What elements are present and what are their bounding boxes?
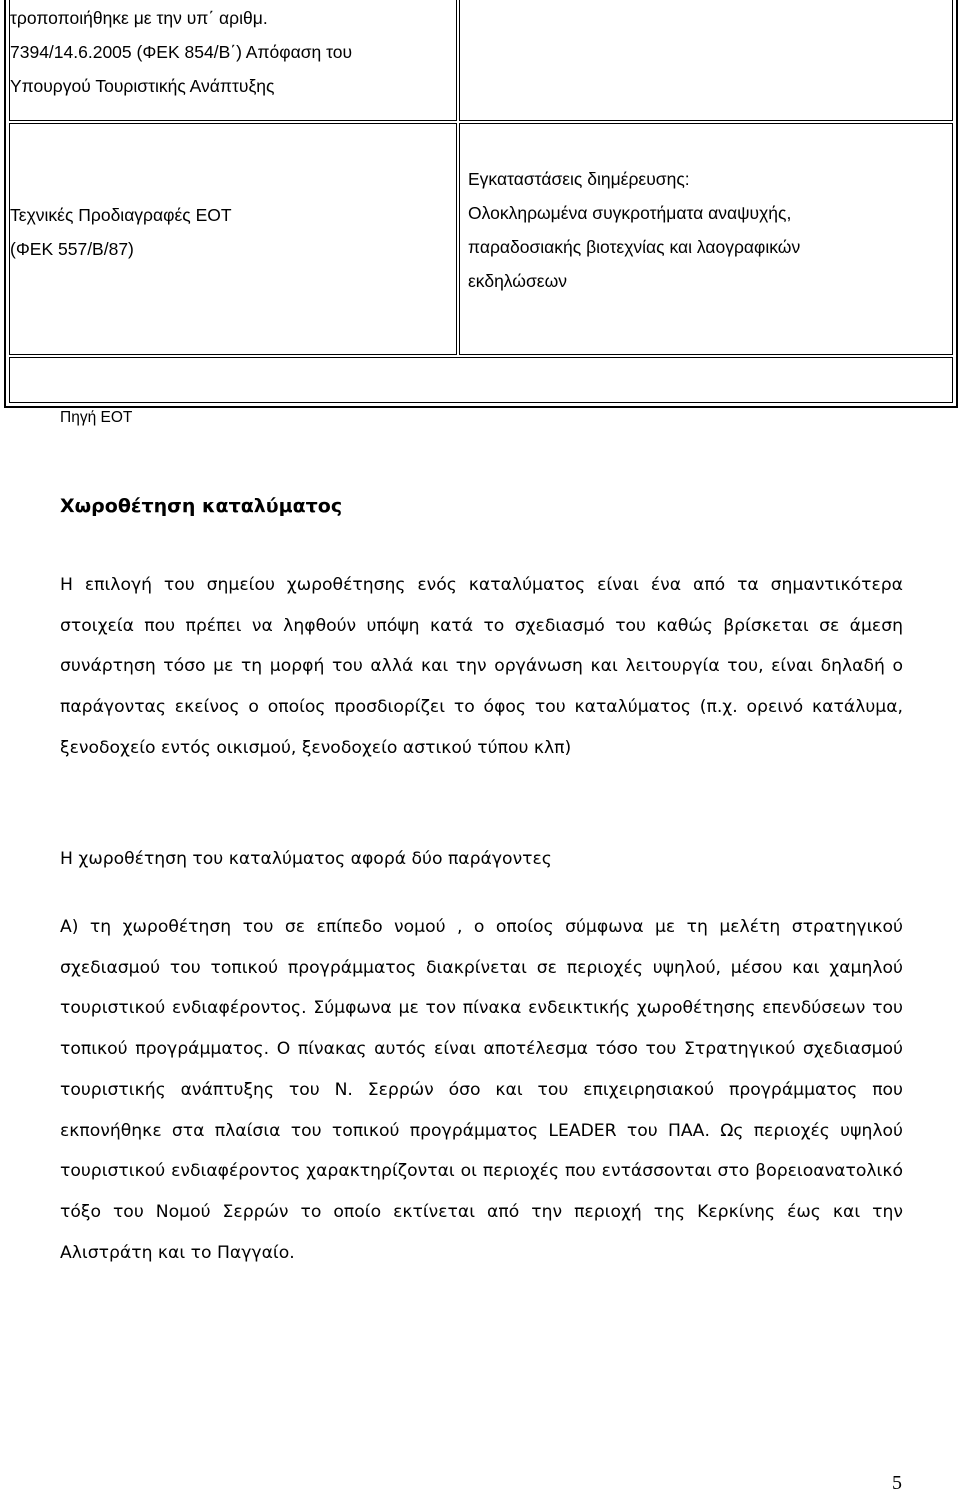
table-cell-r1-left	[6, 0, 460, 124]
cell-line: Υπουργού Τουριστικής Ανάπτυξης	[10, 76, 275, 96]
cell-line: 7394/14.6.2005 (ΦΕΚ 854/Β΄) Απόφαση του	[10, 42, 353, 62]
table-cell-r1-right	[456, 0, 956, 124]
table-cell-text	[10, 1, 352, 103]
cell-line: Εγκαταστάσεις διημέρευσης:	[468, 169, 690, 189]
source-caption: Πηγή ΕΟΤ	[60, 409, 133, 426]
table-cell-text	[468, 162, 800, 298]
cell-line: Ολοκληρωμένα συγκροτήματα αναψυχής,	[468, 203, 792, 223]
cell-line: παραδοσιακής βιοτεχνίας και λαογραφικών	[468, 237, 801, 257]
page-number: 5	[892, 1472, 902, 1494]
paragraph-1: Η επιλογή του σημείου χωροθέτησης ενός καταλύματος είναι ένα από τα σημαντικότερα στοιχεία που πρέπει να ληφθούν υπόψη κατά το σχεδιασμό του καθώς βρίσκεται σε άμεση συνάρτηση τόσο με τη μορφή του αλλά και την οργάνωση και λειτουργία του, είναι δηλαδή ο παράγοντας εκείνος ο οποίος προσδιορίζει το όφος του καταλύματος (π.χ. ορεινό κατάλυμα, ξενοδοχείο εντός οικισμού, ξενοδοχείο αστικού τύπου κλπ)	[60, 575, 903, 758]
table-cell-r2-right	[456, 120, 956, 358]
cell-line: (ΦΕΚ 557/Β/87)	[10, 239, 134, 259]
table-cell-r3	[6, 354, 956, 406]
paragraph-3: Α) τη χωροθέτηση του σε επίπεδο νομού , ο οποίος σύμφωνα με τη μελέτη στρατηγικού σχεδιασμού του τοπικού προγράμματος διακρίνεται σε περιοχές υψηλού, μέσου και χαμηλού τουριστικού ενδιαφέροντος. Σύμφωνα με τον πίνακα ενδεικτικής χωροθέτησης επενδύσεων του τοπικού προγράμματος. Ο πίνακας αυτός είναι αποτέλεσμα τόσο του Στρατηγικού σχεδιασμού τουριστικής ανάπτυξης του Ν. Σερρών όσο και του επιχειρησιακού προγράμματος που εκπονήθηκε στα πλαίσια του τοπικού προγράμματος LEADER του ΠΑΑ. Ως περιοχές υψηλού τουριστικού ενδιαφέροντος χαρακτηρίζονται οι περιοχές που εντάσσονται στο βορειοανατολικό τόξο του Νομού Σερρών το οποίο εκτίνεται από την περιοχή της Κερκίνης έως και την Αλιστράτη και το Παγγαίο.	[60, 917, 903, 1263]
section-title: Χωροθέτηση καταλύματος	[60, 495, 343, 517]
table-cell-text	[10, 198, 232, 266]
criteria-table	[4, 0, 958, 408]
paragraph-2: Η χωροθέτηση του καταλύματος αφορά δύο παράγοντες	[60, 849, 552, 869]
table-cell-r2-left	[6, 120, 460, 358]
cell-line: τροποποιήθηκε με την υπ΄ αριθμ.	[10, 8, 268, 28]
cell-line: εκδηλώσεων	[468, 271, 567, 291]
cell-line: Τεχνικές Προδιαγραφές ΕΟΤ	[10, 205, 232, 225]
